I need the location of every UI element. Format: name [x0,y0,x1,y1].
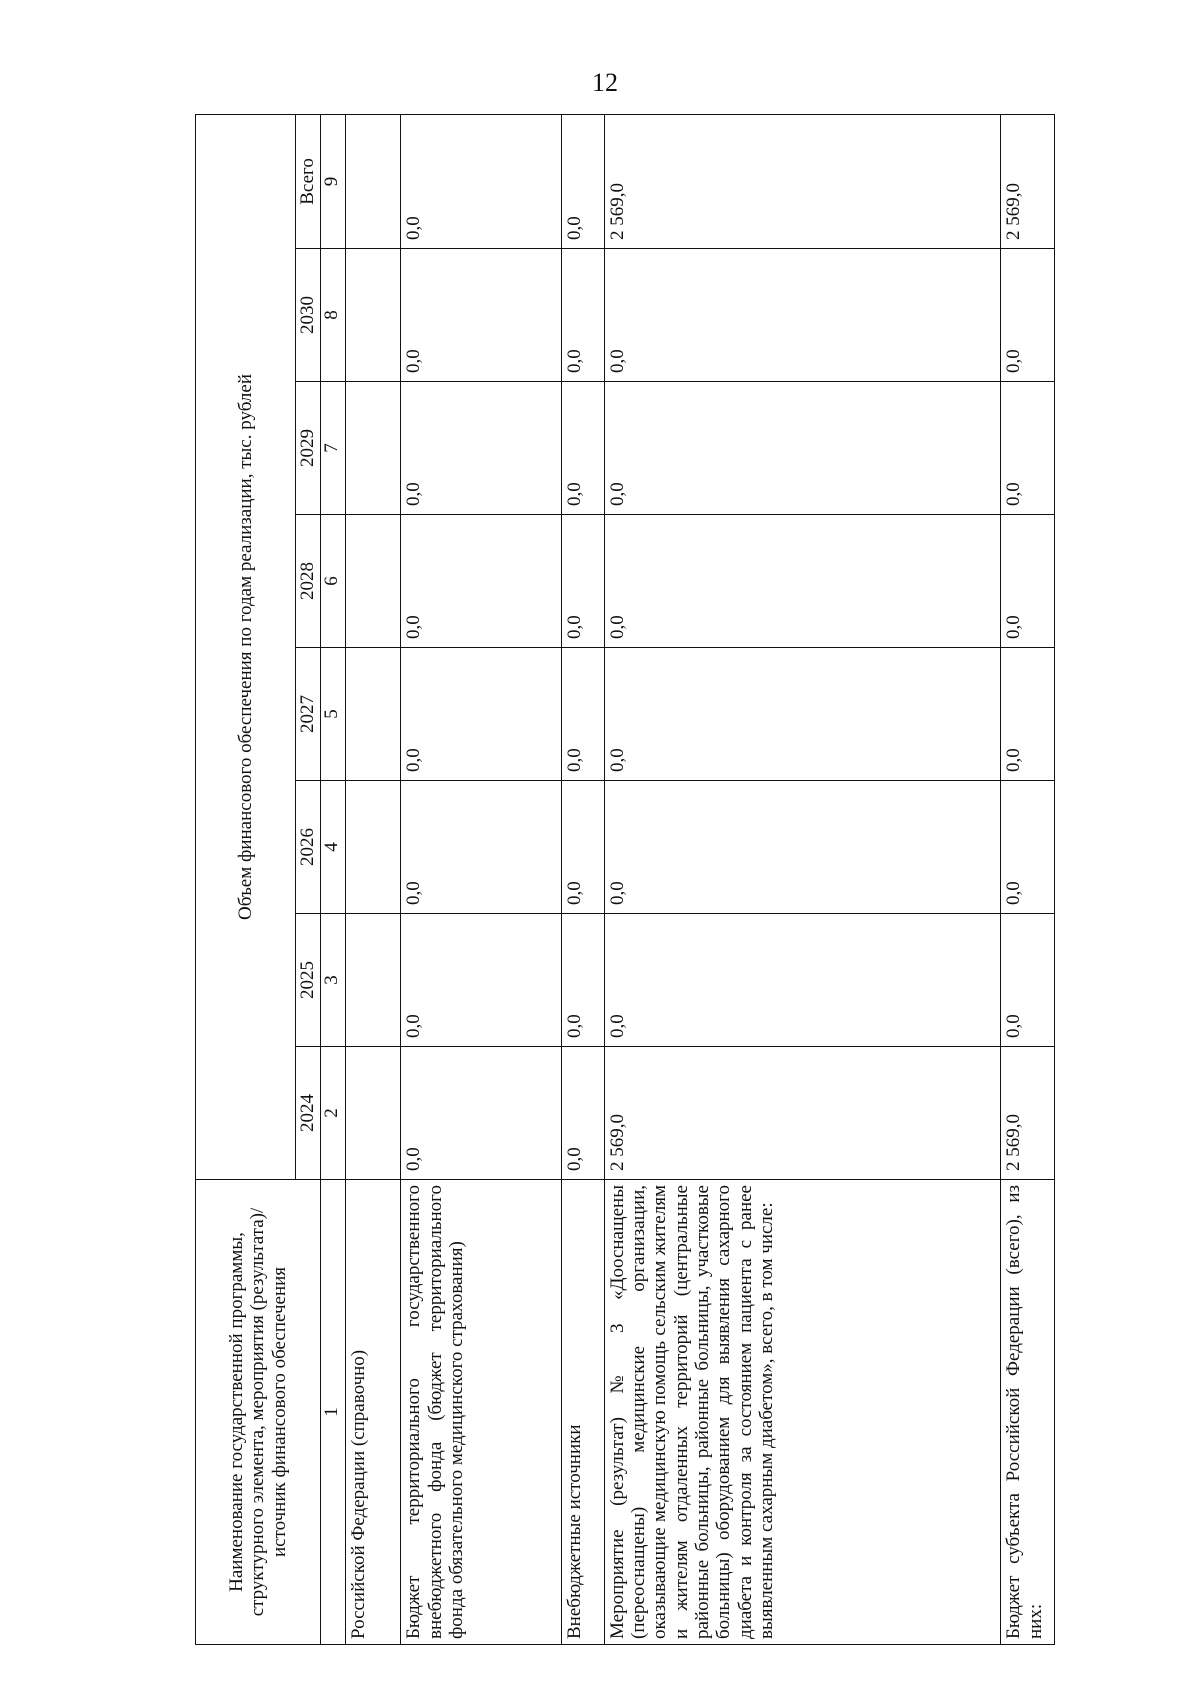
row-value: 0,0 [401,382,562,515]
table-row [401,114,562,1644]
row-value [345,382,401,515]
table-row [1001,114,1055,1644]
row-value: 0,0 [604,648,1000,781]
row-value [345,781,401,914]
row-value: 0,0 [1001,914,1055,1047]
row-value: 0,0 [562,914,605,1047]
header-name-column: Наименование государственной программы, структурного элемента, мероприятия (результата)/источник финансового обеспечения [196,1180,321,1645]
row-value [345,1047,401,1180]
row-value: 0,0 [562,1047,605,1180]
row-value: 2 569,0 [1001,114,1055,248]
row-value: 0,0 [401,1047,562,1180]
row-value: 2 569,0 [604,114,1000,248]
row-name: Внебюджетные источники [562,1180,605,1645]
row-value: 0,0 [604,382,1000,515]
row-name: Бюджет субъекта Российской Федерации (всего), из них: [1001,1180,1055,1645]
row-name: Бюджет территориального государственного внебюджетного фонда (бюджет территориального фонда обязательного медицинского страхования) [401,1180,562,1645]
column-index: 7 [321,382,346,515]
row-value: 0,0 [401,515,562,648]
column-index: 5 [321,648,346,781]
row-value: 0,0 [562,382,605,515]
column-index: 6 [321,515,346,648]
header-volume-title: Объем финансового обеспечения по годам реализации, тыс. рублей [196,114,296,1179]
row-value: 0,0 [604,914,1000,1047]
row-value [345,515,401,648]
row-value [345,648,401,781]
row-value: 0,0 [604,515,1000,648]
header-total: Всего [296,114,321,248]
header-year-2024: 2024 [296,1047,321,1180]
column-index-row [321,114,346,1644]
row-value: 0,0 [1001,382,1055,515]
table-row [562,114,605,1644]
row-value [345,114,401,248]
row-value: 0,0 [1001,515,1055,648]
column-index: 3 [321,914,346,1047]
row-value: 0,0 [401,114,562,248]
row-value: 0,0 [562,515,605,648]
column-index: 2 [321,1047,346,1180]
row-value: 0,0 [604,249,1000,382]
financing-table [195,114,1055,1645]
row-name: Российской Федерации (справочно) [345,1180,401,1645]
row-value: 0,0 [562,114,605,248]
row-value: 0,0 [401,249,562,382]
column-index: 9 [321,114,346,248]
header-year-2028: 2028 [296,515,321,648]
row-value: 2 569,0 [1001,1047,1055,1180]
column-index: 8 [321,249,346,382]
row-value: 0,0 [562,648,605,781]
row-value [345,914,401,1047]
header-year-2030: 2030 [296,249,321,382]
table-row [345,114,401,1644]
row-value: 0,0 [604,781,1000,914]
financing-table-rotated [195,115,1055,1645]
column-index: 1 [321,1180,346,1645]
row-value [345,249,401,382]
row-value: 0,0 [401,781,562,914]
header-year-2025: 2025 [296,914,321,1047]
row-value: 0,0 [562,781,605,914]
row-value: 0,0 [1001,648,1055,781]
header-year-2026: 2026 [296,781,321,914]
row-value: 0,0 [401,914,562,1047]
row-name: Мероприятие (результат) № 3 «Дооснащены (переоснащены) медицинские организации, оказывающие медицинскую помощь сельским жителям и жителям отдаленных территорий (центральные районные больницы, районные больницы, участковые больницы) оборудованием для выявления сахарного диабета и контроля за состоянием пациента с ранее выявленным сахарным диабетом», всего, в том числе: [604,1180,1000,1645]
row-value: 0,0 [401,648,562,781]
row-value: 0,0 [1001,249,1055,382]
row-value: 2 569,0 [604,1047,1000,1180]
page-number: 12 [592,68,618,97]
row-value: 0,0 [562,249,605,382]
row-value: 0,0 [1001,781,1055,914]
header-year-2029: 2029 [296,382,321,515]
column-index: 4 [321,781,346,914]
header-year-2027: 2027 [296,648,321,781]
table-row [604,114,1000,1644]
